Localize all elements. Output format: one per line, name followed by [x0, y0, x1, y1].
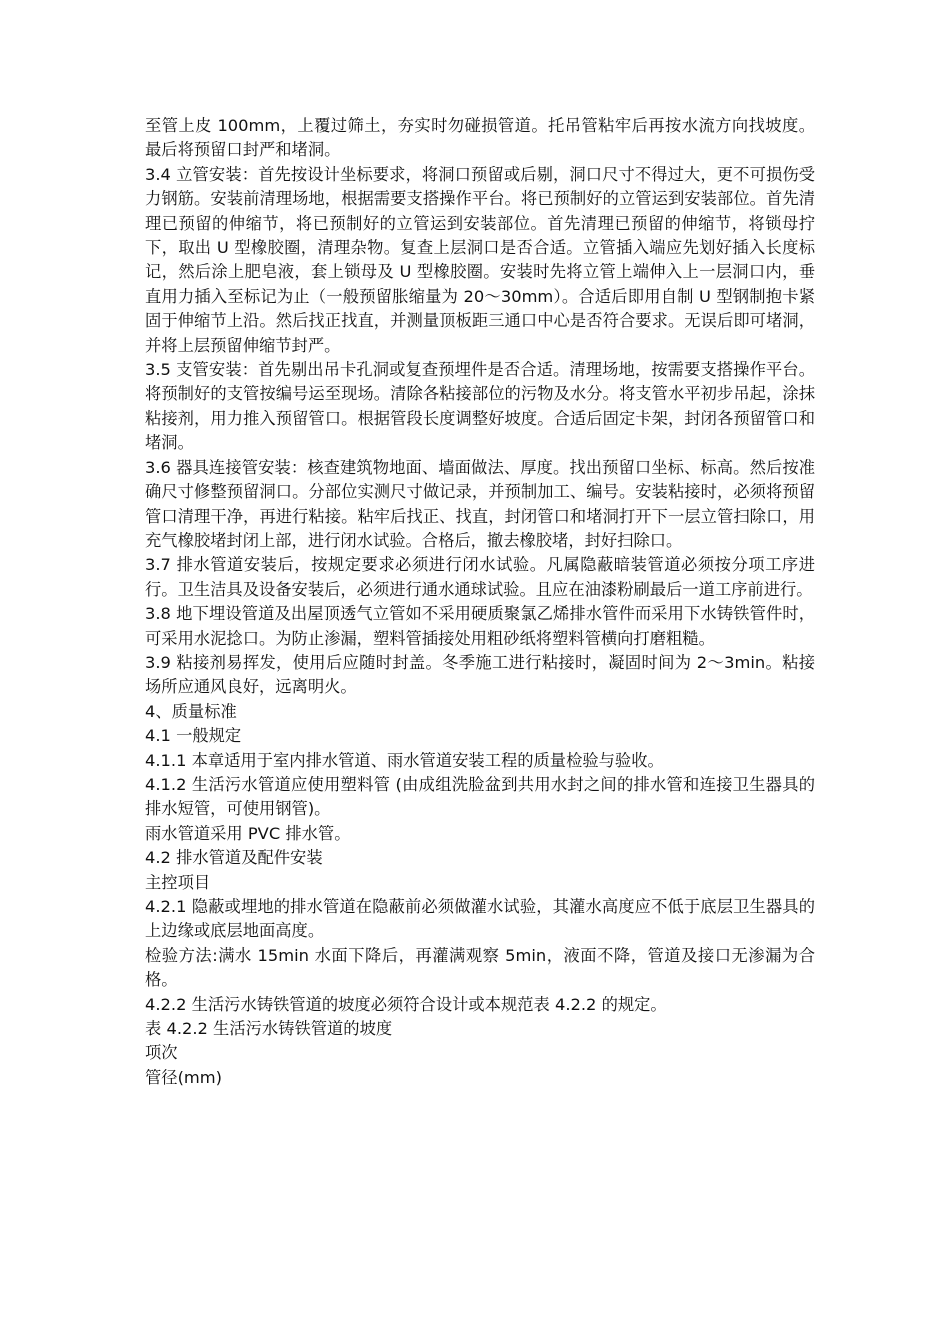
- document-page: [145, 114, 815, 1090]
- paragraph-3-6-fixture-connection: 3.6 器具连接管安装：核查建筑物地面、墙面做法、厚度。找出预留口坐标、标高。然后按准确尺寸修整预留洞口。分部位实测尺寸做记录，并预制加工、编号。安装粘接时，必须将预留管口清理干净，再进行粘接。粘牢后找正、找直，封闭管口和堵洞打开下一层立管扫除口，用充气橡胶堵封闭上部，进行闭水试验。合格后，撤去橡胶堵，封好扫除口。: [145, 457, 815, 550]
- table-header-diameter: 管径(mm): [145, 1067, 222, 1087]
- paragraph-3-9-adhesive: 3.9 粘接剂易挥发，使用后应随时封盖。冬季施工进行粘接时，凝固时间为 2～3min。粘接场所应通风良好，远离明火。: [145, 652, 815, 697]
- paragraph-continuation: 至管上皮 100mm，上覆过筛土，夯实时勿碰损管道。托吊管粘牢后再按水流方向找坡度。最后将预留口封严和堵洞。: [145, 116, 815, 160]
- paragraph-4-2-2: 4.2.2 生活污水铸铁管道的坡度必须符合设计或本规范表 4.2.2 的规定。: [145, 994, 667, 1014]
- paragraph-rain-pipe: 雨水管道采用 PVC 排水管。: [145, 823, 351, 843]
- paragraph-3-7-closed-water-test: 3.7 排水管道安装后，按规定要求必须进行闭水试验。凡属隐蔽暗装管道必须按分项工序进行。卫生洁具及设备安装后，必须进行通水通球试验。且应在油漆粉刷最后一道工序前进行。: [145, 555, 815, 599]
- paragraph-4-1-2: 4.1.2 生活污水管道应使用塑料管 (由成组洗脸盆到共用水封之间的排水管和连接卫生器具的排水短管，可使用钢管)。: [145, 774, 815, 819]
- paragraph-3-5-branch-installation: 3.5 支管安装：首先剔出吊卡孔洞或复查预埋件是否合适。清理场地，按需要支搭操作平台。将预制好的支管按编号运至现场。清除各粘接部位的污物及水分。将支管水平初步吊起，涂抹粘接剂，用力推入预留管口。根据管段长度调整好坡度。合适后固定卡架，封闭各预留管口和堵洞。: [145, 360, 815, 453]
- paragraph-4-2-1: 4.2.1 隐蔽或埋地的排水管道在隐蔽前必须做灌水试验，其灌水高度应不低于底层卫生器具的上边缘或底层地面高度。: [145, 897, 815, 941]
- heading-4-1-general: 4.1 一般规定: [145, 726, 242, 746]
- table-header-item: 项次: [145, 1043, 178, 1063]
- paragraph-3-4-riser-installation: 3.4 立管安装：首先按设计坐标要求，将洞口预留或后剔，洞口尺寸不得过大，更不可损伤受力钢筋。安装前清理场地，根据需要支搭操作平台。将已预制好的立管运到安装部位。首先清理已预留的伸缩节，将已预制好的立管运到安装部位。首先清理已预留的伸缩节，将锁母拧下，取出 U 型橡胶圈，清理杂物。复查上层洞口是否合适。立管插入端应先划好插入长度标记，然后涂上肥皂液，套上锁母及 U 型橡胶圈。安装时先将立管上端伸入上一层洞口内，垂直用力插入至标记为止（一般预留胀缩量为 20～30mm）。合适后即用自制 U 型钢制抱卡紧固于伸缩节上沿。然后找正找直，并测量顶板距三通口中心是否符合要求。无误后即可堵洞，并将上层预留伸缩节封严。: [145, 164, 815, 355]
- paragraph-inspection-method: 检验方法:满水 15min 水面下降后，再灌满观察 5min，液面不降，管道及接口无渗漏为合格。: [145, 945, 815, 990]
- table-caption: 表 4.2.2 生活污水铸铁管道的坡度: [145, 1019, 393, 1039]
- heading-main-items: 主控项目: [145, 872, 211, 892]
- heading-4-2-drain-pipes: 4.2 排水管道及配件安装: [145, 848, 323, 868]
- paragraph-4-1-1: 4.1.1 本章适用于室内排水管道、雨水管道安装工程的质量检验与验收。: [145, 750, 664, 770]
- heading-4-quality-standard: 4、质量标准: [145, 701, 237, 721]
- paragraph-3-8-buried-pipes: 3.8 地下埋设管道及出屋顶透气立管如不采用硬质聚氯乙烯排水管件而采用下水铸铁管件时，可采用水泥捻口。为防止渗漏，塑料管插接处用粗砂纸将塑料管横向打磨粗糙。: [145, 604, 815, 648]
